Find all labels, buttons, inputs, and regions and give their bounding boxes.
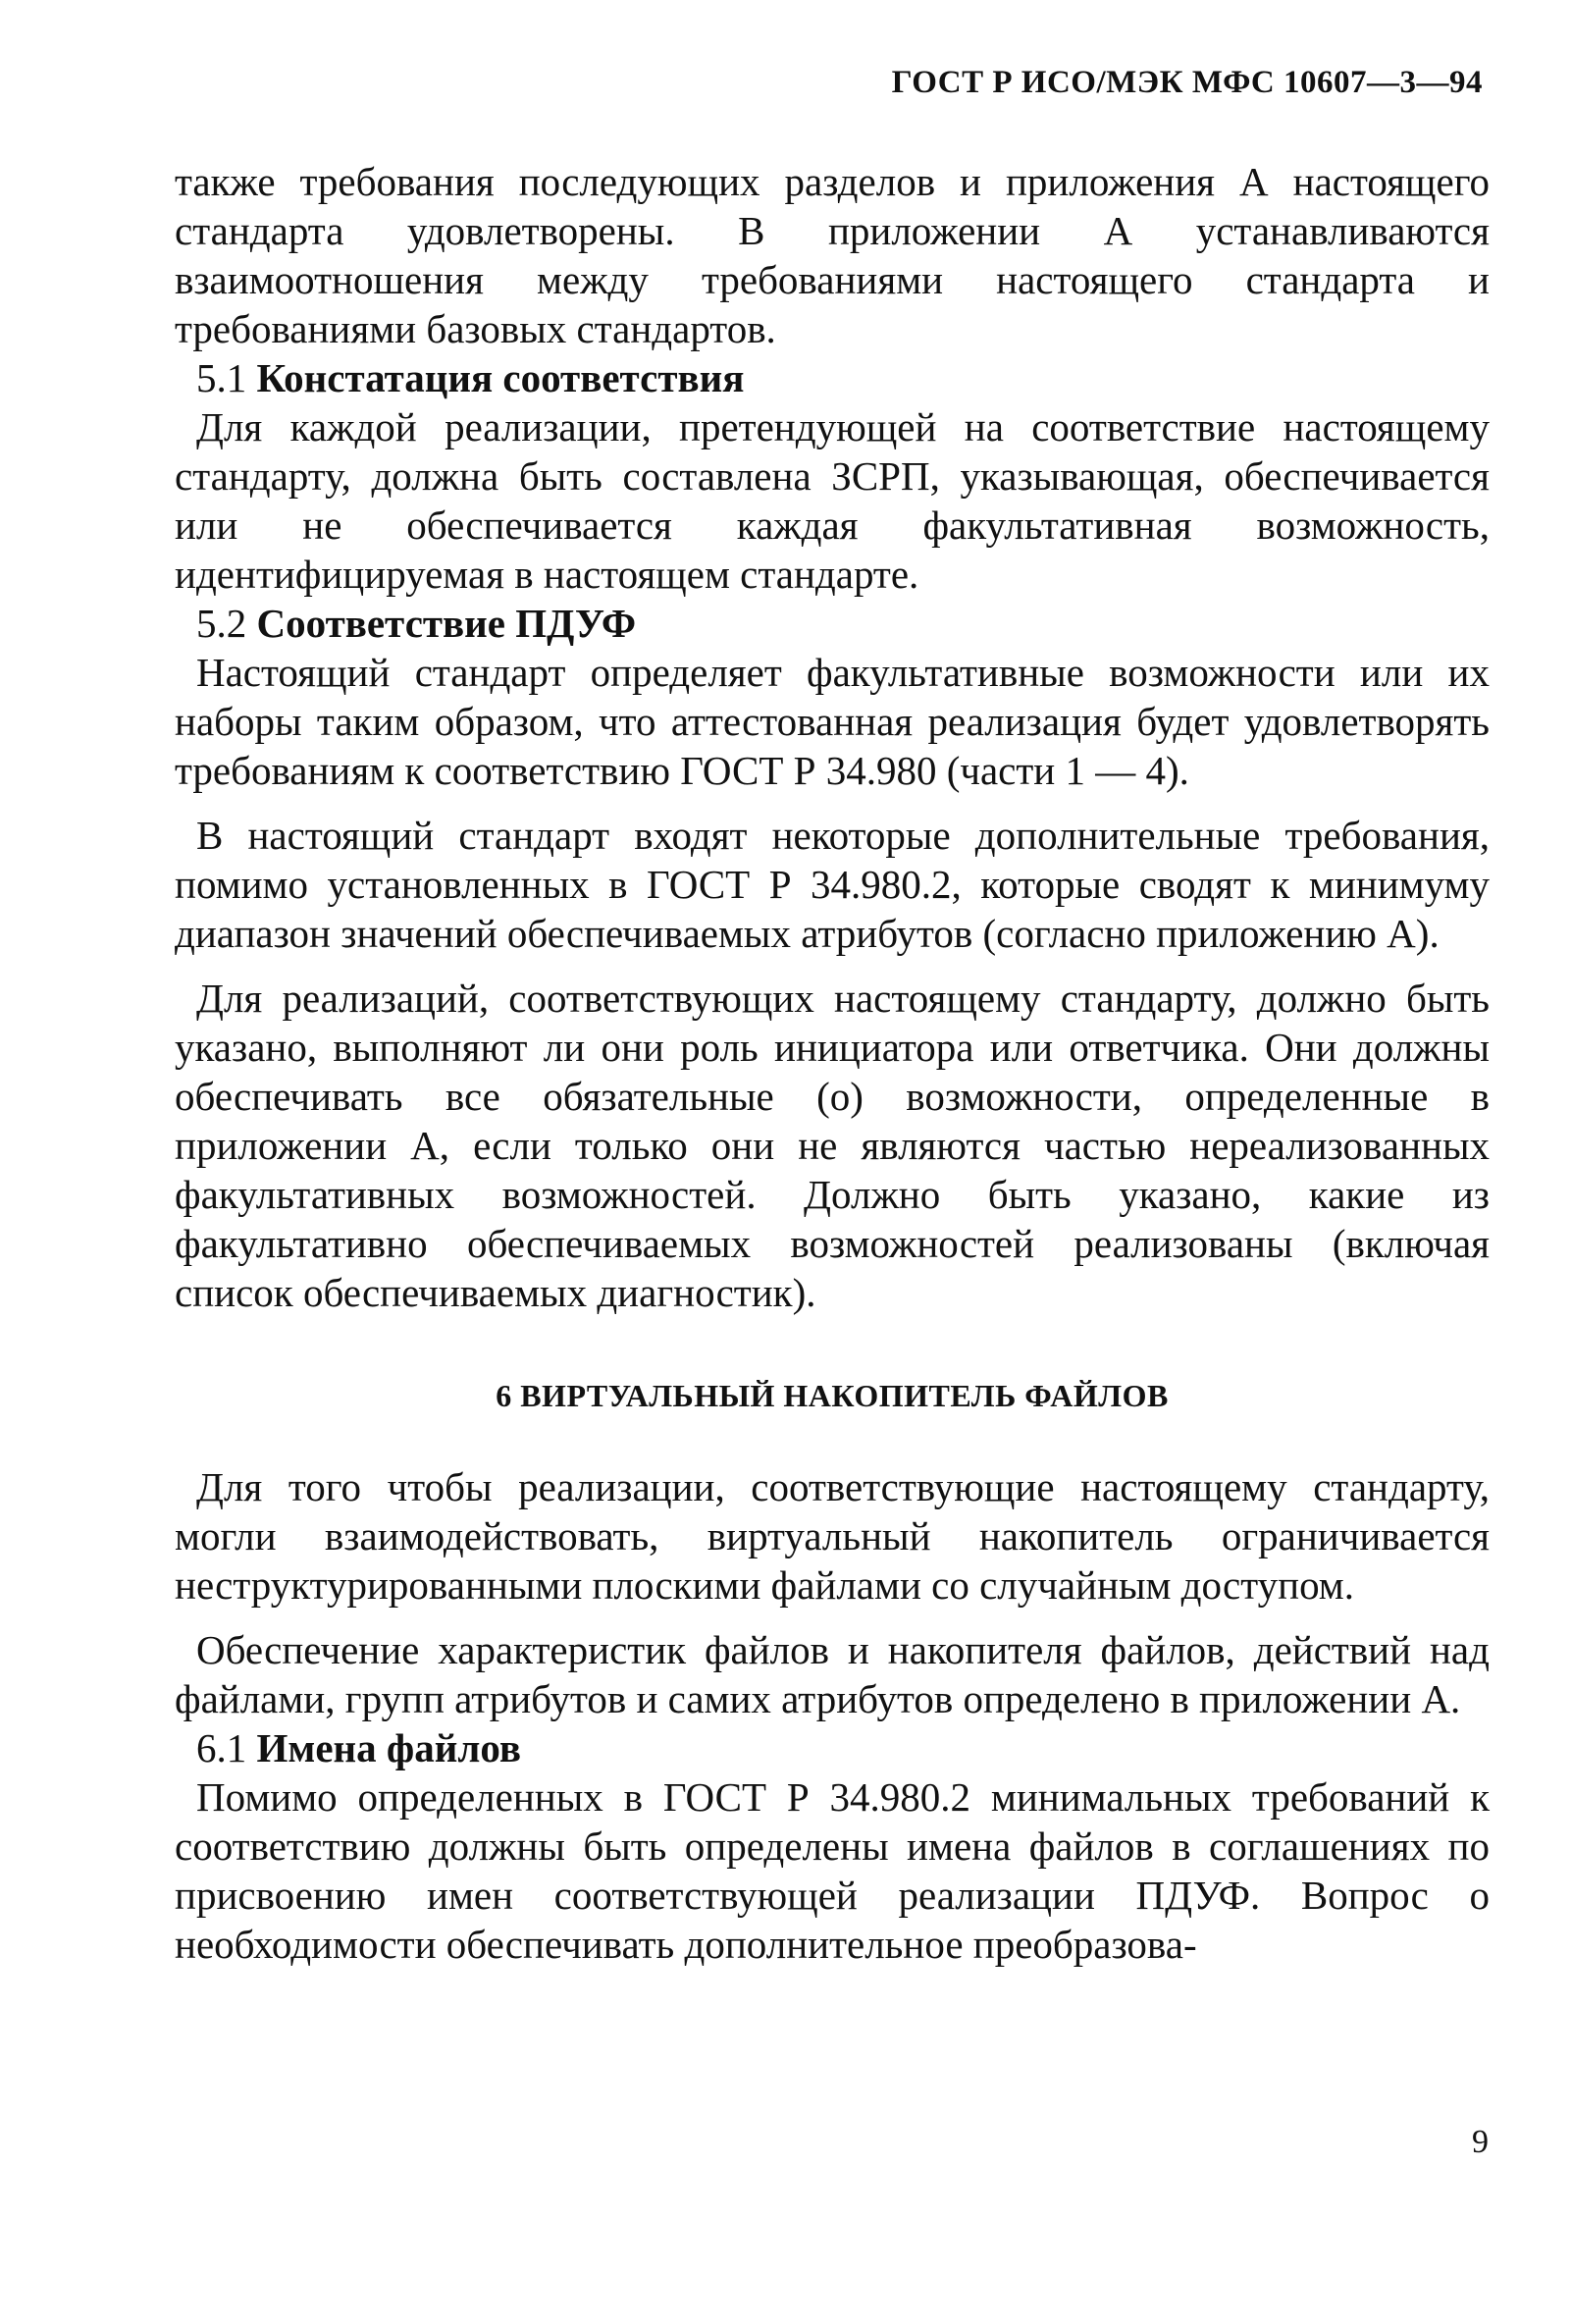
document-body bbox=[175, 157, 1490, 1969]
intro-paragraph: также требования последующих разделов и приложения А настоящего стандарта удовлетворены. В приложении А устанавливаются взаимоотношения между требованиями настоящего стандарта и требованиями базовых стандартов. bbox=[175, 159, 1490, 351]
section-6-title: 6 ВИРТУАЛЬНЫЙ НАКОПИТЕЛЬ ФАЙЛОВ bbox=[496, 1378, 1169, 1413]
section-5-1-paragraph: Для каждой реализации, претендующей на соответствие настоящему стандарту, должна быть составлена ЗСРП, указывающая, обеспечивается или не обеспечивается каждая факультативная возможность, идентифицируемая в настоящем стандарте. bbox=[175, 404, 1490, 597]
section-number: 5.1 bbox=[196, 355, 247, 400]
running-header: ГОСТ Р ИСО/МЭК МФС 10607—3—94 bbox=[891, 65, 1483, 100]
section-title: Имена файлов bbox=[256, 1725, 522, 1770]
section-5-2-paragraph-1: Настоящий стандарт определяет факультативные возможности или их наборы таким образом, что аттестованная реализация будет удовлетворять требованиям к соответствию ГОСТ Р 34.980 (части 1 — 4). bbox=[175, 650, 1490, 793]
section-title: Соответствие ПДУФ bbox=[256, 601, 637, 646]
section-6-1-paragraph: Помимо определенных в ГОСТ Р 34.980.2 минимальных требований к соответствию должны быть определены имена файлов в соглашениях по присвоению имен соответствующей реализации ПДУФ. Вопрос о необходимости обеспечивать дополнительное преобразова- bbox=[175, 1774, 1490, 1967]
section-heading-5-2 bbox=[175, 599, 1490, 648]
section-title: Констатация соответствия bbox=[256, 355, 745, 400]
section-6-paragraph-1: Для того чтобы реализации, соответствующие настоящему стандарту, могли взаимодействовать, виртуальный накопитель ограничивается неструктурированными плоскими файлами со случайным доступом. bbox=[175, 1464, 1490, 1608]
section-6-paragraph-2: Обеспечение характеристик файлов и накопителя файлов, действий над файлами, групп атрибутов и самих атрибутов определено в приложении А. bbox=[175, 1627, 1490, 1721]
section-number: 6.1 bbox=[196, 1725, 247, 1770]
page-number: 9 bbox=[1472, 2124, 1489, 2160]
section-heading-5-1 bbox=[175, 353, 1490, 402]
section-5-2-paragraph-3: Для реализаций, соответствующих настоящему стандарту, должно быть указано, выполняют ли они роль инициатора или ответчика. Они должны обеспечивать все обязательные (о) возможности, определенные в приложении А, если только они не являются частью нереализованных факультативных возможностей. Должно быть указано, какие из факультативно обеспечиваемых возможностей реализованы (включая список обеспечиваемых диагностик). bbox=[175, 976, 1490, 1315]
section-number: 5.2 bbox=[196, 601, 247, 646]
section-heading-6-1 bbox=[175, 1723, 1490, 1772]
section-5-2-paragraph-2: В настоящий стандарт входят некоторые дополнительные требования, помимо установленных в ГОСТ Р 34.980.2, которые сводят к минимуму диапазон значений обеспечиваемых атрибутов (согласно приложению А). bbox=[175, 813, 1490, 956]
